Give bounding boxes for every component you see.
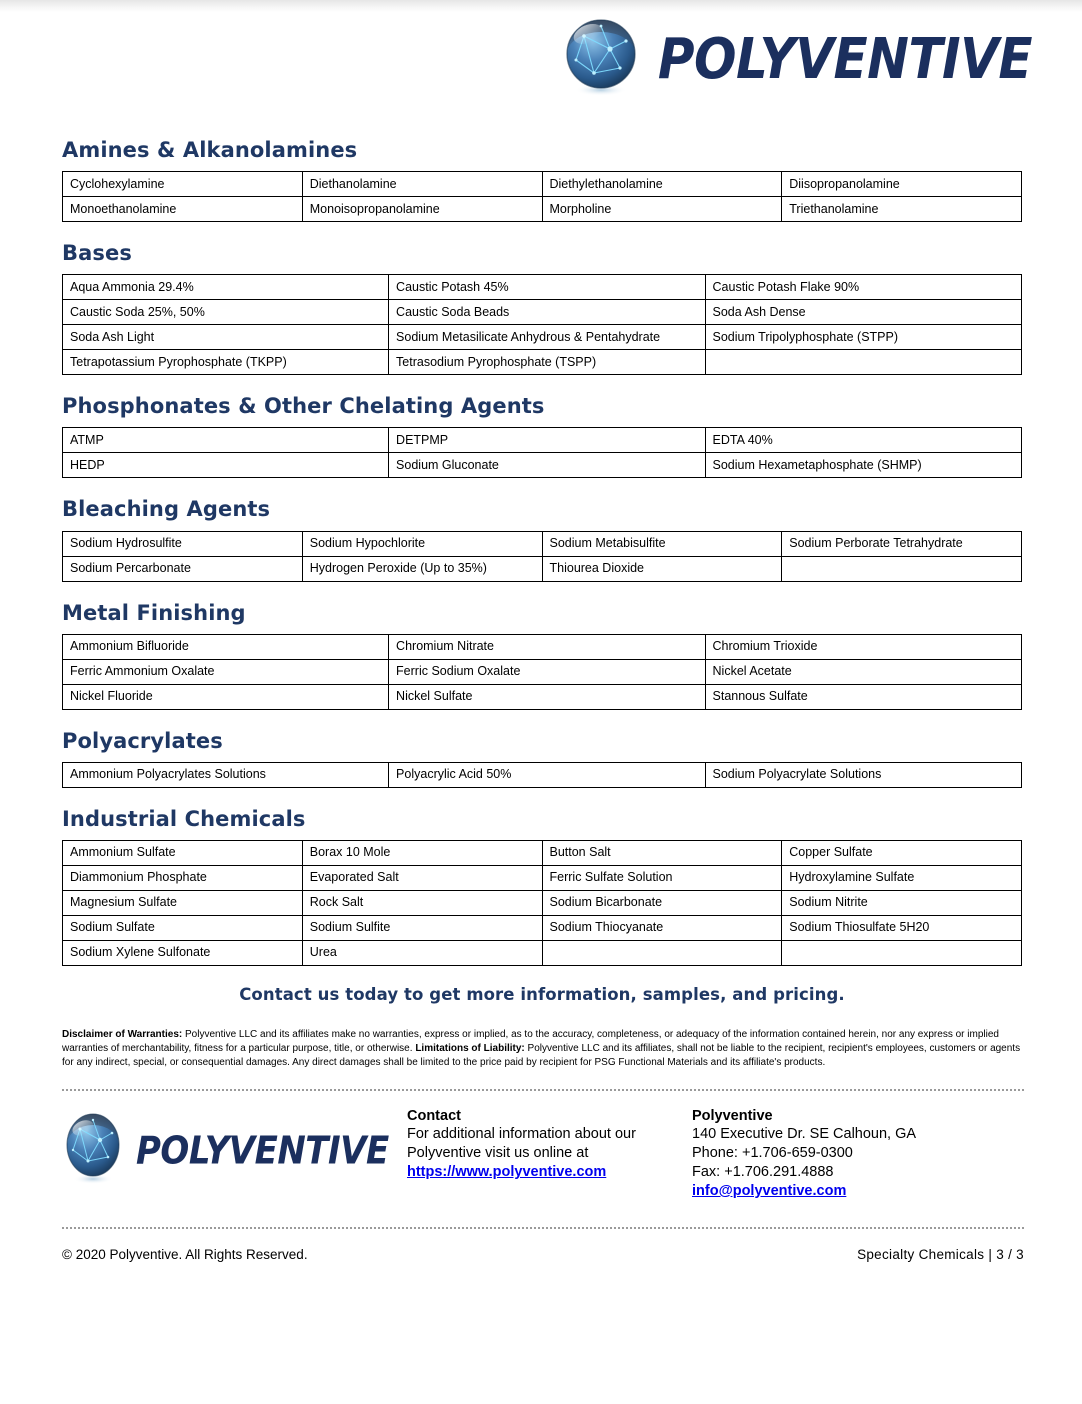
disclaimer-liability-label: Limitations of Liability: xyxy=(415,1043,525,1055)
section-bleaching-agents xyxy=(62,497,1022,581)
table-cell: Rock Salt xyxy=(302,890,542,915)
table-cell-empty xyxy=(705,350,1021,375)
table-row xyxy=(63,865,1022,890)
table-row xyxy=(63,453,1022,478)
table-cell: Caustic Potash 45% xyxy=(389,275,705,300)
table-cell: Sodium Percarbonate xyxy=(63,556,303,581)
table-row xyxy=(63,634,1022,659)
table-cell: Sodium Sulfate xyxy=(63,915,303,940)
table-cell: ATMP xyxy=(63,428,389,453)
table-cell: Caustic Potash Flake 90% xyxy=(705,275,1021,300)
table-row xyxy=(63,172,1022,197)
table-row xyxy=(63,684,1022,709)
website-link[interactable]: https://www.polyventive.com xyxy=(407,1164,607,1181)
table-cell: Sodium Polyacrylate Solutions xyxy=(705,762,1021,787)
table-cell: HEDP xyxy=(63,453,389,478)
table-row xyxy=(63,325,1022,350)
logo-wordmark-footer: POLYVENTIVE xyxy=(136,1128,389,1174)
section-industrial-chemicals xyxy=(62,807,1022,966)
table-row xyxy=(63,428,1022,453)
table-row xyxy=(63,531,1022,556)
footer-top-divider xyxy=(62,1089,1024,1091)
brand-lockup-footer xyxy=(62,1107,407,1190)
table-cell: Caustic Soda Beads xyxy=(389,300,705,325)
table-cell: Ammonium Polyacrylates Solutions xyxy=(63,762,389,787)
footer-contact-heading: Contact xyxy=(407,1107,461,1124)
table-row xyxy=(63,915,1022,940)
table-cell: Soda Ash Dense xyxy=(705,300,1021,325)
table-cell: Copper Sulfate xyxy=(782,840,1022,865)
section-title-polyacrylates: Polyacrylates xyxy=(62,728,223,753)
table-cell: Sodium Nitrite xyxy=(782,890,1022,915)
table-cell: Polyacrylic Acid 50% xyxy=(389,762,705,787)
table-cell: Diammonium Phosphate xyxy=(63,865,303,890)
section-phosphonates xyxy=(62,394,1022,478)
table-cell: Magnesium Sulfate xyxy=(63,890,303,915)
table-cell: Sodium Tripolyphosphate (STPP) xyxy=(705,325,1021,350)
table-metal-finishing xyxy=(62,634,1022,710)
table-cell: Cyclohexylamine xyxy=(63,172,303,197)
table-cell: Sodium Hexametaphosphate (SHMP) xyxy=(705,453,1021,478)
table-row xyxy=(63,890,1022,915)
logo-wordmark: POLYVENTIVE xyxy=(657,26,1032,92)
table-cell: Sodium Hypochlorite xyxy=(302,531,542,556)
table-row xyxy=(63,275,1022,300)
table-row xyxy=(63,840,1022,865)
section-title-bleaching-agents: Bleaching Agents xyxy=(62,497,271,522)
table-bleaching-agents xyxy=(62,531,1022,582)
table-cell: Ferric Sodium Oxalate xyxy=(389,659,705,684)
table-cell: Stannous Sulfate xyxy=(705,684,1021,709)
copyright-text: © 2020 Polyventive. All Rights Reserved. xyxy=(62,1246,308,1262)
table-cell: Morpholine xyxy=(542,197,782,222)
footer-contact-line2: Polyventive visit us online at xyxy=(407,1145,589,1162)
table-row xyxy=(63,556,1022,581)
email-link[interactable]: info@polyventive.com xyxy=(692,1182,847,1199)
footer-address-column xyxy=(692,1107,1012,1201)
table-cell: Triethanolamine xyxy=(782,197,1022,222)
table-industrial-chemicals xyxy=(62,840,1022,966)
table-cell: Ammonium Bifluoride xyxy=(63,634,389,659)
footer xyxy=(62,1107,1022,1201)
table-cell: Sodium Metasilicate Anhydrous & Pentahydrate xyxy=(389,325,705,350)
disclaimer-block xyxy=(62,1028,1024,1071)
call-to-action-text: Contact us today to get more information, samples, and pricing. xyxy=(239,984,845,1004)
table-cell: Sodium Gluconate xyxy=(389,453,705,478)
section-bases xyxy=(62,241,1022,375)
table-cell: Diethanolamine xyxy=(302,172,542,197)
table-cell: Button Salt xyxy=(542,840,782,865)
table-cell: Caustic Soda 25%, 50% xyxy=(63,300,389,325)
table-cell: Diisopropanolamine xyxy=(782,172,1022,197)
section-title-phosphonates: Phosphonates & Other Chelating Agents xyxy=(62,394,545,419)
globe-network-icon xyxy=(62,1113,124,1190)
table-cell: Monoisopropanolamine xyxy=(302,197,542,222)
section-polyacrylates xyxy=(62,729,1022,788)
table-row xyxy=(63,197,1022,222)
table-cell: Nickel Sulfate xyxy=(389,684,705,709)
table-cell: Sodium Xylene Sulfonate xyxy=(63,940,303,965)
footer-bottom-bar xyxy=(62,1247,1024,1262)
table-row xyxy=(63,300,1022,325)
brand-lockup-header xyxy=(560,16,1032,103)
globe-network-icon xyxy=(560,16,642,103)
footer-contact-column xyxy=(407,1107,692,1182)
table-cell: Nickel Acetate xyxy=(705,659,1021,684)
table-cell: Chromium Trioxide xyxy=(705,634,1021,659)
table-polyacrylates xyxy=(62,762,1022,788)
page-number-text: Specialty Chemicals | 3 / 3 xyxy=(857,1246,1024,1262)
table-amines xyxy=(62,171,1022,222)
table-cell: Borax 10 Mole xyxy=(302,840,542,865)
table-cell: Sodium Metabisulfite xyxy=(542,531,782,556)
table-cell: Ferric Sulfate Solution xyxy=(542,865,782,890)
table-cell: Ammonium Sulfate xyxy=(63,840,303,865)
table-cell: Sodium Sulfite xyxy=(302,915,542,940)
table-cell: Chromium Nitrate xyxy=(389,634,705,659)
disclaimer-warranties-label: Disclaimer of Warranties: xyxy=(62,1028,183,1040)
footer-phone: Phone: +1.706-659-0300 xyxy=(692,1145,853,1162)
table-cell: EDTA 40% xyxy=(705,428,1021,453)
table-bases xyxy=(62,274,1022,375)
table-row xyxy=(63,762,1022,787)
disclaimer-warranties-text: Polyventive LLC and its affiliates make no warranties, express or implied, as to the accuracy, completeness, or adequacy of the information contained herein, nor any express or implied warranties of merchantability, fitness for a particular purpose, title, or otherwise. xyxy=(62,1028,999,1055)
section-title-bases: Bases xyxy=(62,241,132,266)
table-cell: Thiourea Dioxide xyxy=(542,556,782,581)
table-row xyxy=(63,350,1022,375)
table-cell: Monoethanolamine xyxy=(63,197,303,222)
disclaimer-liability-text: Polyventive LLC and its affiliates, shall not be liable to the recipient, recipient's employees, customers or agents for any indirect, special, or consequential damages. Any direct damages shall be limited to the price paid by recipient for PSG Functional Materials and its affiliate's products. xyxy=(62,1043,1021,1069)
section-title-metal-finishing: Metal Finishing xyxy=(62,600,246,625)
table-row xyxy=(63,659,1022,684)
table-row xyxy=(63,940,1022,965)
table-cell: Urea xyxy=(302,940,542,965)
footer-fax: Fax: +1.706.291.4888 xyxy=(692,1164,834,1181)
table-cell: Soda Ash Light xyxy=(63,325,389,350)
table-cell-empty xyxy=(782,556,1022,581)
table-cell: DETPMP xyxy=(389,428,705,453)
section-title-amines: Amines & Alkanolamines xyxy=(62,138,358,162)
table-cell-empty xyxy=(782,940,1022,965)
table-cell: Aqua Ammonia 29.4% xyxy=(63,275,389,300)
table-cell: Sodium Hydrosulfite xyxy=(63,531,303,556)
table-cell: Sodium Thiocyanate xyxy=(542,915,782,940)
footer-address-line: 140 Executive Dr. SE Calhoun, GA xyxy=(692,1126,917,1143)
main-content xyxy=(0,138,1082,1262)
page-header xyxy=(0,0,1082,118)
table-cell: Ferric Ammonium Oxalate xyxy=(63,659,389,684)
table-cell: Evaporated Salt xyxy=(302,865,542,890)
table-cell: Sodium Bicarbonate xyxy=(542,890,782,915)
table-cell: Nickel Fluoride xyxy=(63,684,389,709)
table-cell: Tetrasodium Pyrophosphate (TSPP) xyxy=(389,350,705,375)
footer-contact-line1: For additional information about our xyxy=(407,1126,636,1143)
table-cell: Diethylethanolamine xyxy=(542,172,782,197)
table-cell: Hydrogen Peroxide (Up to 35%) xyxy=(302,556,542,581)
table-phosphonates xyxy=(62,427,1022,478)
table-cell: Hydroxylamine Sulfate xyxy=(782,865,1022,890)
footer-bottom-divider xyxy=(62,1227,1024,1229)
section-title-industrial-chemicals: Industrial Chemicals xyxy=(62,806,306,831)
table-cell: Sodium Perborate Tetrahydrate xyxy=(782,531,1022,556)
footer-company-name: Polyventive xyxy=(692,1107,773,1124)
table-cell: Sodium Thiosulfate 5H20 xyxy=(782,915,1022,940)
section-metal-finishing xyxy=(62,601,1022,710)
table-cell: Tetrapotassium Pyrophosphate (TKPP) xyxy=(63,350,389,375)
table-cell-empty xyxy=(542,940,782,965)
section-amines xyxy=(62,138,1022,222)
